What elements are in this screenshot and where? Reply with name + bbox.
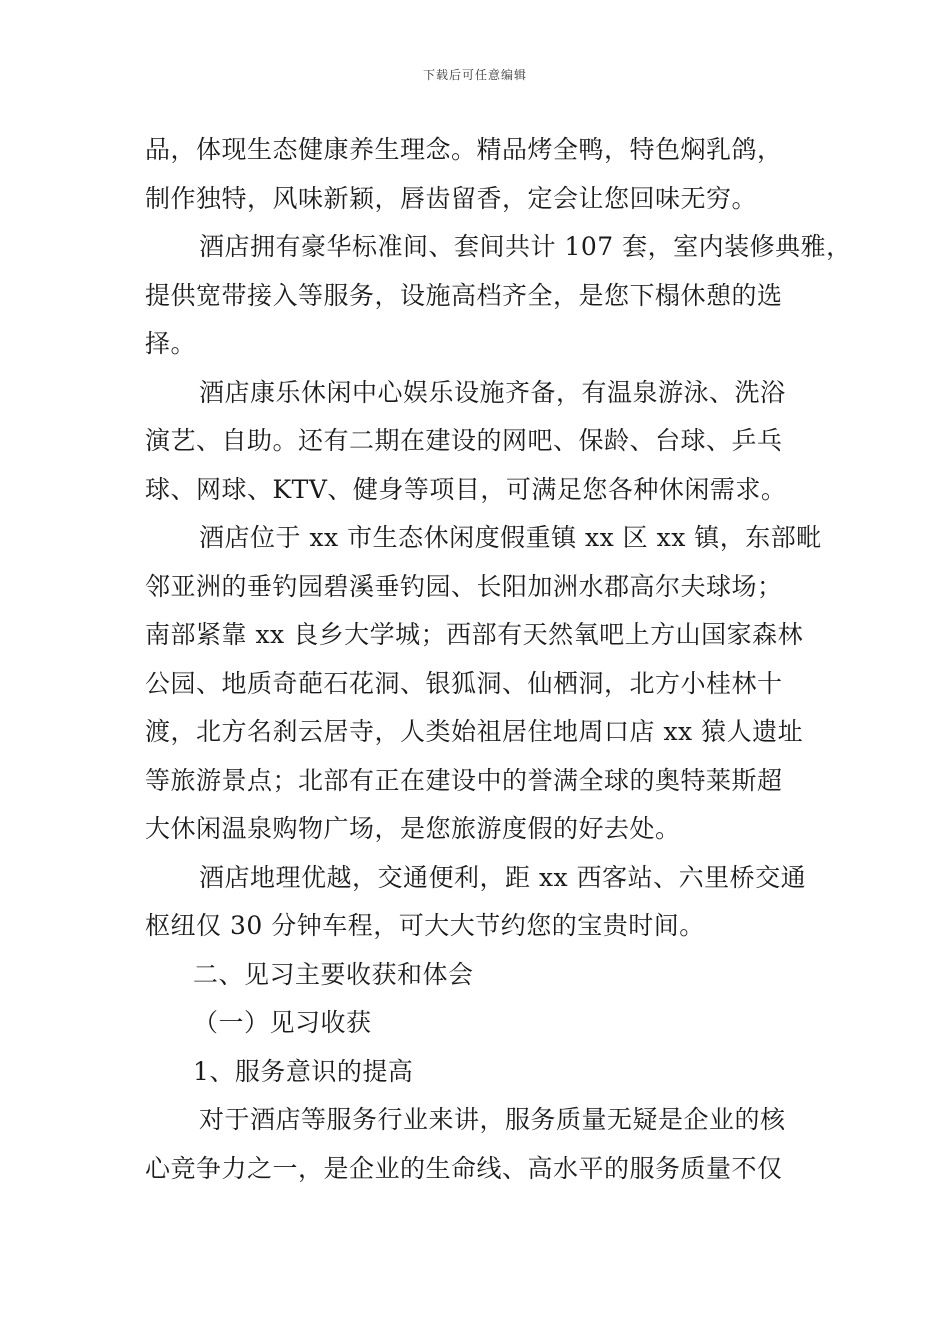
text-line: 邻亚洲的垂钓园碧溪垂钓园、长阳加洲水郡高尔夫球场；: [145, 571, 783, 601]
section-heading: 二、见习主要收获和体会: [193, 959, 474, 989]
page-header: 下载后可任意编辑: [422, 68, 527, 82]
text-line: 品，体现生态健康养生理念。精品烤全鸭，特色焖乳鸽，: [145, 135, 783, 164]
text-line: 球、网球、KTV、健身等项目，可满足您各种休闲需求。: [145, 474, 787, 504]
text-line: 公园、地质奇葩石花洞、银狐洞、仙栖洞，北方小桂林十: [145, 668, 783, 698]
text-line: 等旅游景点；北部有正在建设中的誉满全球的奥特莱斯超: [145, 765, 783, 795]
text-line: 提供宽带接入等服务，设施高档齐全，是您下榻休憩的选: [145, 280, 783, 310]
text-line: 酒店地理优越，交通便利，距 xx 西客站、六里桥交通: [199, 862, 807, 892]
text-line: 枢纽仅 30 分钟车程，可大大节约您的宝贵时间。: [145, 911, 705, 940]
text-line: 心竞争力之一，是企业的生命线、高水平的服务质量不仅: [145, 1153, 783, 1183]
text-line: 酒店康乐休闲中心娱乐设施齐备，有温泉游泳、洗浴: [199, 377, 786, 407]
text-line: 南部紧靠 xx 良乡大学城；西部有天然氧吧上方山国家森林: [145, 620, 804, 649]
text-line: 大休闲温泉购物广场，是您旅游度假的好去处。: [145, 814, 681, 843]
text-line: 演艺、自助。还有二期在建设的网吧、保龄、台球、乒乓: [145, 426, 783, 455]
text-line: 酒店拥有豪华标准间、套间共计 107 套，室内装修典雅，: [199, 232, 852, 261]
text-line: 酒店位于 xx 市生态休闲度假重镇 xx 区 xx 镇，东部毗: [199, 523, 822, 552]
item-heading: 1、服务意识的提高: [193, 1056, 414, 1086]
document-body: [145, 126, 852, 1193]
text-line: 对于酒店等服务行业来讲，服务质量无疑是企业的核: [199, 1105, 786, 1134]
text-line: 择。: [145, 329, 197, 358]
subsection-heading: （一）见习收获: [193, 1008, 372, 1037]
text-line: 渡，北方名刹云居寺，人类始祖居住地周口店 xx 猿人遗址: [145, 717, 804, 746]
text-line: 制作独特，风味新颖，唇齿留香，定会让您回味无穷。: [145, 183, 758, 213]
